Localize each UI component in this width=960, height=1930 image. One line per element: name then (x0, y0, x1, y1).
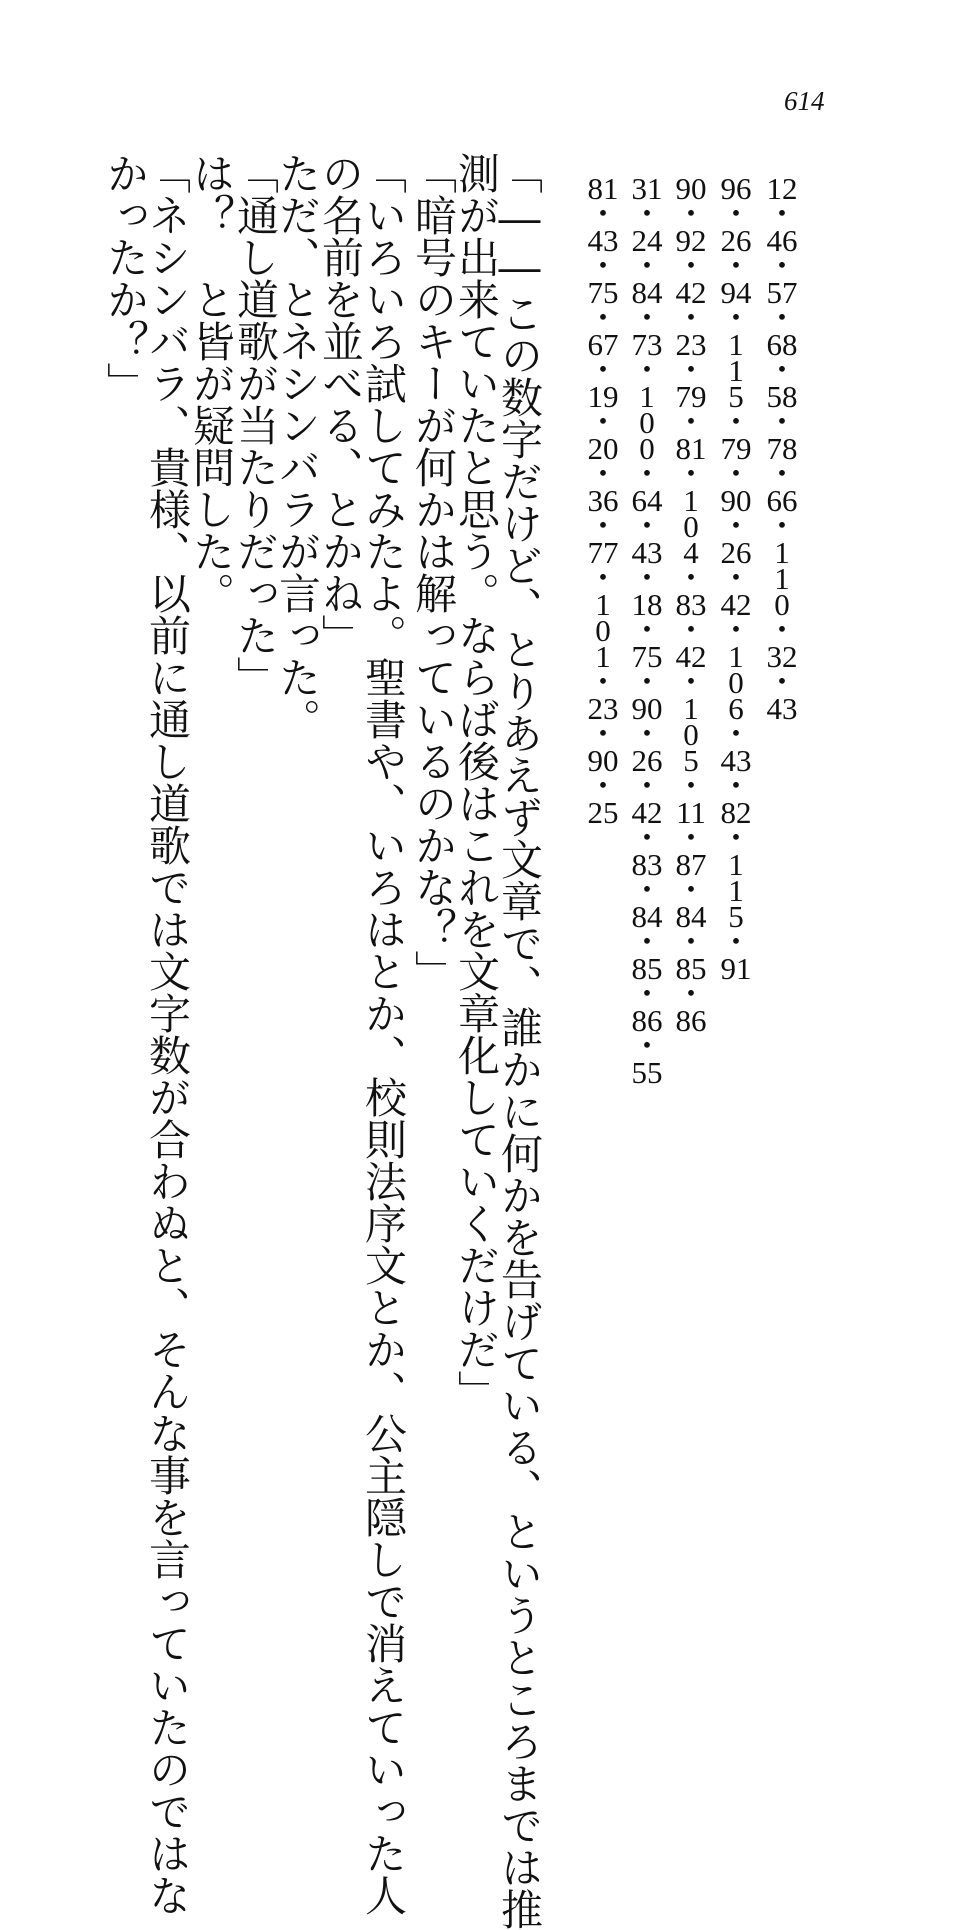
number-token: 23 (587, 691, 619, 726)
separator-dot: ・ (587, 509, 619, 544)
number-token: 4 (683, 535, 699, 570)
separator-dot: ・ (766, 249, 798, 284)
separator-dot: ・ (675, 197, 707, 232)
separator-dot: ・ (587, 197, 619, 232)
number-token: 90 (720, 483, 752, 518)
separator-dot: ・ (675, 769, 707, 804)
text-line: 「――この数字だけど、とりあえず文章で、誰かに何かを告げている、というところまでは推 (495, 152, 544, 1930)
separator-dot: ・ (631, 977, 663, 1012)
number-token: 1 (639, 379, 655, 414)
separator-dot: ・ (587, 769, 619, 804)
number-token: 68 (766, 327, 798, 362)
separator-dot: ・ (720, 925, 752, 960)
separator-dot: ・ (720, 613, 752, 648)
number-token: 1 (683, 483, 699, 518)
separator-dot: ・ (587, 665, 619, 700)
number-token: 5 (728, 899, 744, 934)
number-token: 0 (639, 431, 655, 466)
number-token: 19 (587, 379, 619, 414)
separator-dot: ・ (587, 405, 619, 440)
separator-dot: ・ (631, 1029, 663, 1064)
number-token: 24 (631, 223, 663, 258)
number-token: 90 (675, 171, 707, 206)
number-token: 82 (720, 795, 752, 830)
number-token: 79 (720, 431, 752, 466)
separator-dot: ・ (675, 405, 707, 440)
number-token: 26 (720, 223, 752, 258)
separator-dot: ・ (766, 457, 798, 492)
number-token: 0 (639, 405, 655, 440)
number-token: 43 (631, 535, 663, 570)
separator-dot: ・ (631, 561, 663, 596)
number-token: 42 (675, 275, 707, 310)
number-token: 43 (766, 691, 798, 726)
number-token: 0 (683, 717, 699, 752)
number-token: 84 (631, 275, 663, 310)
separator-dot: ・ (587, 561, 619, 596)
number-token: 84 (675, 899, 707, 934)
separator-dot: ・ (631, 769, 663, 804)
text-line: 測が出来ていたと思う。ならば後はこれを文章化していくだけだ」 (452, 152, 501, 1412)
separator-dot: ・ (766, 353, 798, 388)
number-token: 81 (675, 431, 707, 466)
separator-dot: ・ (631, 821, 663, 856)
number-token: 5 (728, 379, 744, 414)
number-token: 0 (774, 587, 790, 622)
number-token: 12 (766, 171, 798, 206)
separator-dot: ・ (631, 301, 663, 336)
number-token: 79 (675, 379, 707, 414)
number-token: 1 (595, 587, 611, 622)
number-token: 11 (676, 795, 706, 830)
number-token: 1 (728, 873, 744, 908)
separator-dot: ・ (631, 197, 663, 232)
number-token: 58 (766, 379, 798, 414)
separator-dot: ・ (766, 197, 798, 232)
separator-dot: ・ (675, 353, 707, 388)
number-token: 1 (774, 561, 790, 596)
number-token: 26 (720, 535, 752, 570)
separator-dot: ・ (631, 509, 663, 544)
text-line: 「暗号のキーが何かは解っているのかな？」 (409, 152, 458, 992)
number-token: 1 (728, 639, 744, 674)
number-token: 87 (675, 847, 707, 882)
separator-dot: ・ (720, 301, 752, 336)
number-token: 0 (683, 509, 699, 544)
separator-dot: ・ (720, 509, 752, 544)
separator-dot: ・ (720, 457, 752, 492)
separator-dot: ・ (766, 301, 798, 336)
separator-dot: ・ (720, 249, 752, 284)
number-token: 85 (631, 951, 663, 986)
separator-dot: ・ (675, 665, 707, 700)
separator-dot: ・ (766, 613, 798, 648)
number-token: 55 (631, 1055, 663, 1090)
separator-dot: ・ (587, 301, 619, 336)
text-line: ただ、とネシンバラが言った。 (273, 152, 322, 740)
number-token: 91 (720, 951, 752, 986)
number-token: 92 (675, 223, 707, 258)
number-token: 42 (720, 587, 752, 622)
number-token: 1 (728, 847, 744, 882)
separator-dot: ・ (675, 457, 707, 492)
text-line: 「ネシンバラ、貴様、以前に通し道歌では文字数が合わぬと、そんな事を言っていたのではな (143, 152, 192, 1916)
number-token: 20 (587, 431, 619, 466)
text-line: 「いろいろ試してみたよ。聖書や、いろはとか、校則法序文とか、公主隠しで消えていった人 (359, 152, 408, 1916)
number-token: 90 (631, 691, 663, 726)
separator-dot: ・ (766, 405, 798, 440)
number-token: 43 (720, 743, 752, 778)
separator-dot: ・ (631, 457, 663, 492)
number-token: 86 (675, 1003, 707, 1038)
number-token: 5 (683, 743, 699, 778)
text-line: の名前を並べる、とかね」 (316, 152, 365, 656)
number-token: 42 (631, 795, 663, 830)
text-line: 「通し道歌が当たりだった」 (231, 152, 280, 698)
number-token: 81 (587, 171, 619, 206)
number-token: 36 (587, 483, 619, 518)
number-token: 0 (595, 613, 611, 648)
number-token: 0 (728, 665, 744, 700)
number-token: 43 (587, 223, 619, 258)
number-token: 83 (675, 587, 707, 622)
number-token: 31 (631, 171, 663, 206)
separator-dot: ・ (587, 249, 619, 284)
number-token: 78 (766, 431, 798, 466)
number-token: 90 (587, 743, 619, 778)
number-token: 75 (587, 275, 619, 310)
number-token: 96 (720, 171, 752, 206)
separator-dot: ・ (631, 665, 663, 700)
number-token: 57 (766, 275, 798, 310)
number-token: 1 (728, 353, 744, 388)
separator-dot: ・ (631, 353, 663, 388)
separator-dot: ・ (675, 977, 707, 1012)
number-token: 25 (587, 795, 619, 830)
number-token: 26 (631, 743, 663, 778)
separator-dot: ・ (587, 353, 619, 388)
number-token: 46 (766, 223, 798, 258)
number-token: 75 (631, 639, 663, 674)
page-number: 614 (784, 86, 825, 116)
separator-dot: ・ (675, 249, 707, 284)
number-token: 94 (720, 275, 752, 310)
separator-dot: ・ (587, 717, 619, 752)
separator-dot: ・ (766, 509, 798, 544)
number-token: 66 (766, 483, 798, 518)
separator-dot: ・ (631, 873, 663, 908)
number-token: 85 (675, 951, 707, 986)
number-token: 23 (675, 327, 707, 362)
separator-dot: ・ (587, 457, 619, 492)
number-token: 86 (631, 1003, 663, 1038)
separator-dot: ・ (631, 249, 663, 284)
number-token: 83 (631, 847, 663, 882)
separator-dot: ・ (675, 561, 707, 596)
number-token: 1 (683, 691, 699, 726)
number-token: 77 (587, 535, 619, 570)
separator-dot: ・ (675, 613, 707, 648)
separator-dot: ・ (720, 821, 752, 856)
separator-dot: ・ (675, 873, 707, 908)
separator-dot: ・ (720, 197, 752, 232)
separator-dot: ・ (766, 665, 798, 700)
separator-dot: ・ (720, 405, 752, 440)
number-token: 84 (631, 899, 663, 934)
number-token: 1 (595, 639, 611, 674)
number-token: 67 (587, 327, 619, 362)
separator-dot: ・ (675, 821, 707, 856)
number-token: 6 (728, 691, 744, 726)
separator-dot: ・ (631, 613, 663, 648)
text-line: かったか？」 (101, 152, 150, 404)
separator-dot: ・ (720, 769, 752, 804)
separator-dot: ・ (631, 717, 663, 752)
separator-dot: ・ (631, 925, 663, 960)
number-token: 64 (631, 483, 663, 518)
separator-dot: ・ (720, 717, 752, 752)
number-token: 1 (728, 327, 744, 362)
number-token: 32 (766, 639, 798, 674)
separator-dot: ・ (675, 925, 707, 960)
separator-dot: ・ (675, 301, 707, 336)
number-token: 1 (774, 535, 790, 570)
text-line: は？ と皆が疑問した。 (187, 152, 236, 614)
number-token: 18 (631, 587, 663, 622)
number-token: 73 (631, 327, 663, 362)
number-column (573, 171, 633, 830)
number-token: 42 (675, 639, 707, 674)
separator-dot: ・ (720, 561, 752, 596)
